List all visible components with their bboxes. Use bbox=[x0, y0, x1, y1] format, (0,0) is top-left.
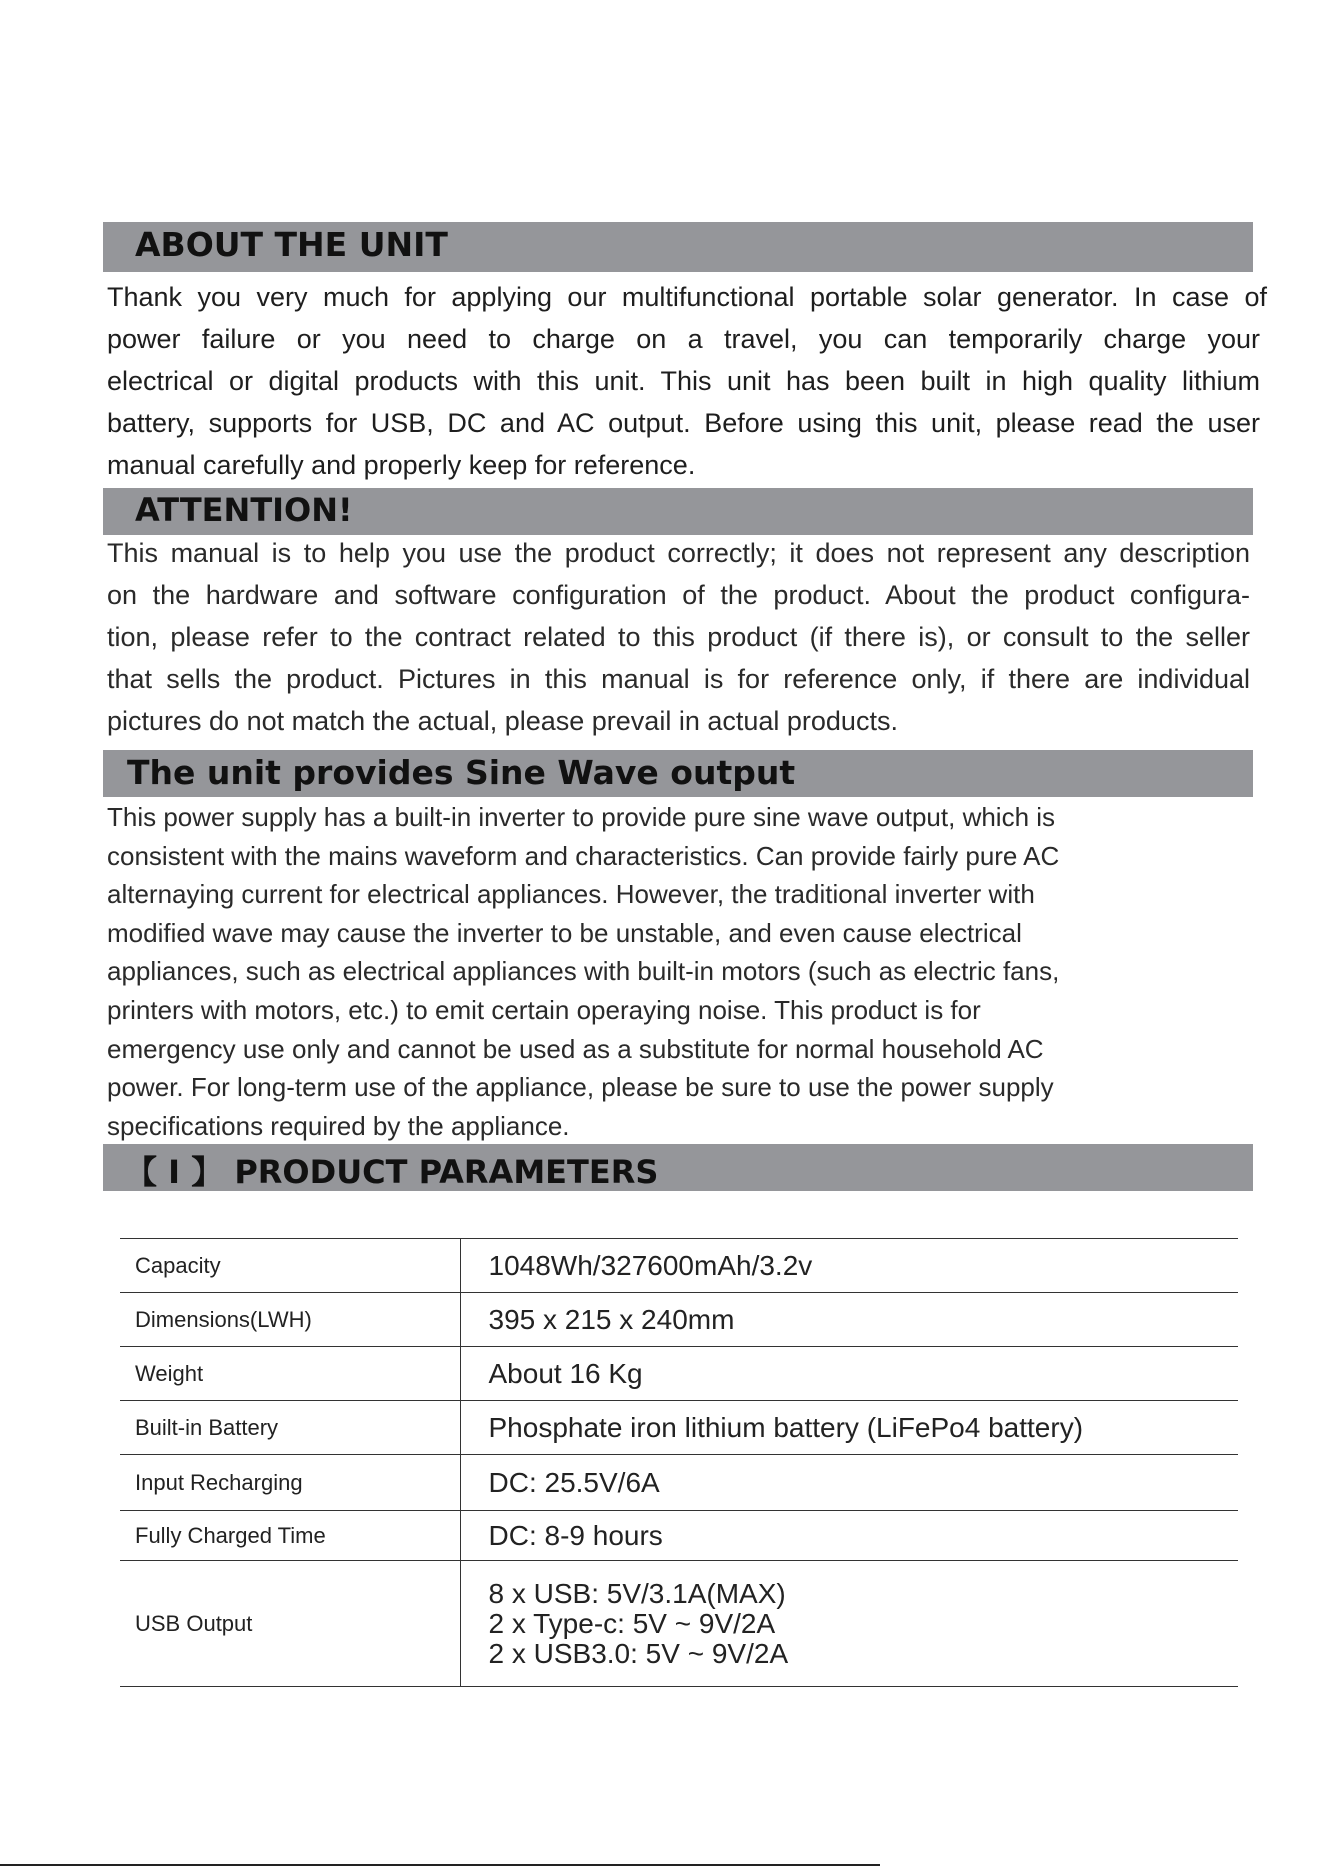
param-value bbox=[460, 1511, 1238, 1561]
attention-line: This manual is to help you use the product correctly; it does not represent any description bbox=[107, 538, 1250, 568]
parameters-table bbox=[120, 1238, 1238, 1687]
param-label: USB Output bbox=[120, 1561, 460, 1687]
sine-wave-paragraph bbox=[107, 798, 1059, 1145]
sine-wave-line: alternaying current for electrical appliances. However, the traditional inverter with bbox=[107, 879, 1035, 910]
param-label: Input Recharging bbox=[120, 1455, 460, 1511]
param-value-line: 8 x USB: 5V/3.1A(MAX) bbox=[488, 1577, 786, 1609]
sine-wave-line: printers with motors, etc.) to emit certain operaying noise. This product is for bbox=[107, 994, 981, 1025]
param-label: Fully Charged Time bbox=[120, 1511, 460, 1561]
table-row bbox=[120, 1239, 1238, 1293]
attention-line: that sells the product. Pictures in this manual is for reference only, if there are individual bbox=[107, 664, 1250, 694]
attention-heading: ATTENTION! bbox=[135, 491, 353, 529]
about-heading-bar bbox=[103, 222, 1253, 272]
table-row bbox=[120, 1293, 1238, 1347]
attention-paragraph bbox=[107, 532, 1250, 742]
param-value bbox=[460, 1347, 1238, 1401]
about-line: power failure or you need to charge on a travel, you can temporarily charge your bbox=[107, 324, 1260, 354]
about-line: battery, supports for USB, DC and AC output. Before using this unit, please read the user bbox=[107, 408, 1260, 438]
param-value bbox=[460, 1561, 1238, 1687]
about-heading: ABOUT THE UNIT bbox=[135, 225, 448, 264]
param-label: Built-in Battery bbox=[120, 1401, 460, 1455]
param-value-line: Phosphate iron lithium battery (LiFePo4 battery) bbox=[488, 1411, 1084, 1443]
sine-wave-heading-bar bbox=[103, 750, 1253, 797]
parameters-heading-bar bbox=[103, 1144, 1253, 1191]
param-label: Capacity bbox=[120, 1239, 460, 1293]
sine-wave-line: This power supply has a built-in inverter to provide pure sine wave output, which is bbox=[107, 802, 1056, 832]
attention-line: on the hardware and software configuration of the product. About the product configura- bbox=[107, 580, 1250, 610]
param-value-line: 1048Wh/327600mAh/3.2v bbox=[488, 1249, 813, 1281]
param-value bbox=[460, 1455, 1238, 1511]
sine-wave-line: specifications required by the appliance. bbox=[107, 1110, 570, 1141]
table-row bbox=[120, 1561, 1238, 1687]
sine-wave-line: emergency use only and cannot be used as a substitute for normal household AC bbox=[107, 1033, 1044, 1064]
param-label: Weight bbox=[120, 1347, 460, 1401]
table-row bbox=[120, 1511, 1238, 1561]
param-value-line: 395 x 215 x 240mm bbox=[488, 1303, 735, 1335]
sine-wave-heading: The unit provides Sine Wave output bbox=[127, 753, 796, 792]
attention-line: tion, please refer to the contract related to this product (if there is), or consult to the seller bbox=[107, 622, 1250, 652]
param-value bbox=[460, 1401, 1238, 1455]
param-value-line: About 16 Kg bbox=[488, 1357, 643, 1389]
param-value-line: DC: 25.5V/6A bbox=[488, 1466, 660, 1498]
sine-wave-line: power. For long-term use of the appliance, please be sure to use the power supply bbox=[107, 1072, 1054, 1103]
param-value-line: 2 x Type-c: 5V ~ 9V/2A bbox=[488, 1607, 776, 1639]
param-value-line: 2 x USB3.0: 5V ~ 9V/2A bbox=[488, 1637, 789, 1669]
footer-rule bbox=[0, 1864, 880, 1866]
table-row bbox=[120, 1401, 1238, 1455]
sine-wave-line: appliances, such as electrical appliances with built-in motors (such as electric fans, bbox=[107, 956, 1060, 987]
table-row bbox=[120, 1347, 1238, 1401]
attention-heading-bar bbox=[103, 488, 1253, 535]
about-paragraph bbox=[107, 276, 1267, 486]
param-label: Dimensions(LWH) bbox=[120, 1293, 460, 1347]
param-value bbox=[460, 1239, 1238, 1293]
param-value bbox=[460, 1293, 1238, 1347]
attention-line: pictures do not match the actual, please prevail in actual products. bbox=[107, 706, 898, 736]
table-row bbox=[120, 1455, 1238, 1511]
sine-wave-line: modified wave may cause the inverter to be unstable, and even cause electrical bbox=[107, 917, 1022, 948]
param-value-line: DC: 8-9 hours bbox=[488, 1519, 663, 1551]
about-line: manual carefully and properly keep for reference. bbox=[107, 450, 696, 480]
parameters-heading: 【 I 】 PRODUCT PARAMETERS bbox=[125, 1153, 659, 1191]
about-line: Thank you very much for applying our multifunctional portable solar generator. In case of bbox=[107, 282, 1267, 312]
sine-wave-line: consistent with the mains waveform and characteristics. Can provide fairly pure AC bbox=[107, 840, 1060, 871]
about-line: electrical or digital products with this unit. This unit has been built in high quality lithium bbox=[107, 366, 1260, 396]
